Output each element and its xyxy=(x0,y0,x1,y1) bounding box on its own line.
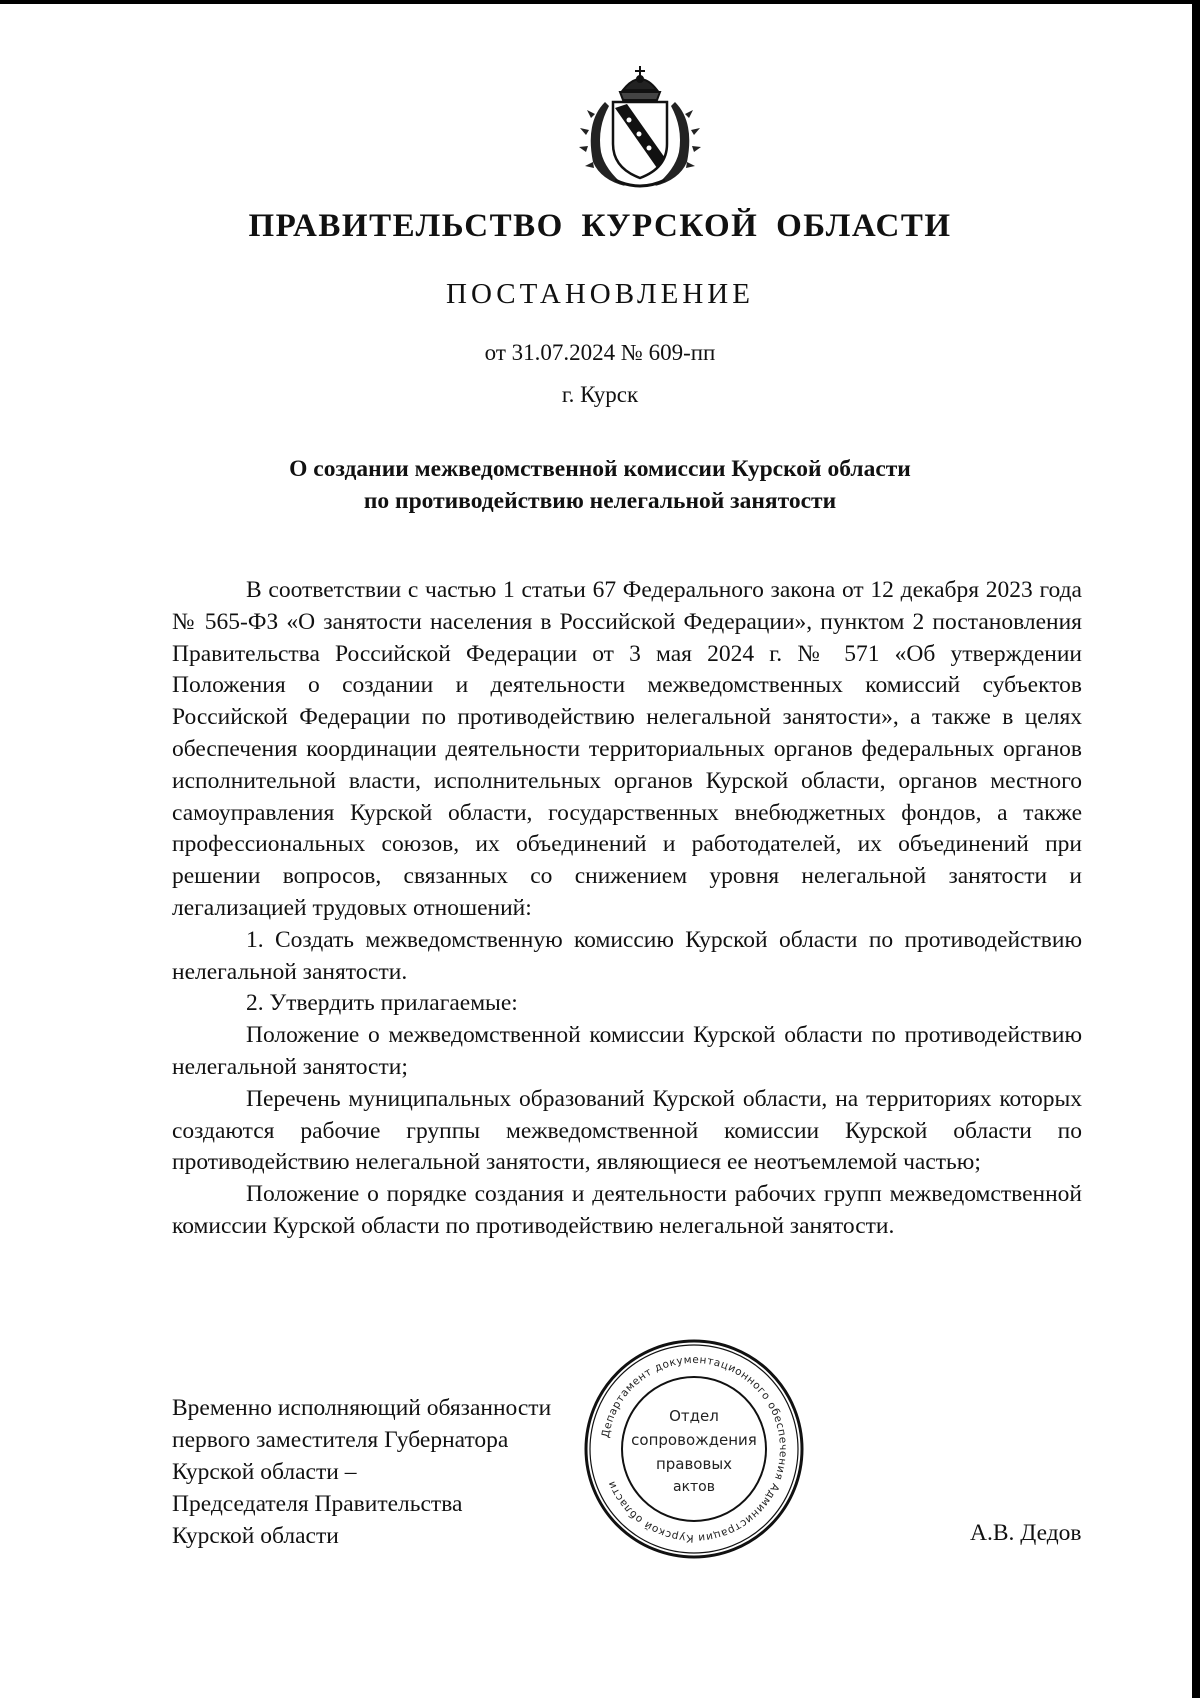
stamp-ring-text: Департамент документационного обеспечения Администрации Курской области xyxy=(599,1353,790,1545)
official-stamp xyxy=(580,1335,808,1563)
stamp-line: Отдел xyxy=(669,1407,719,1425)
signature-block xyxy=(172,1392,551,1552)
kursk-coat-of-arms-icon xyxy=(565,62,715,194)
body-paragraph: 1. Создать межведомственную комиссию Курской области по противодействию нелегальной занятости. xyxy=(172,926,1082,985)
subject-line: О создании межведомственной комиссии Курской области xyxy=(289,456,911,482)
stamp-line: актов xyxy=(672,1479,716,1495)
body-paragraph: Положение о межведомственной комиссии Курской области по противодействию нелегальной занятости; xyxy=(172,1022,1082,1080)
body-paragraph: В соответствии с частью 1 статьи 67 Федерального закона от 12 декабря 2023 года № 565-ФЗ «О занятости населения в Российской Федерации», пунктом 2 постановления Правительства Российской Федерации от 3 мая 2024 г. № 571 «Об утверждении Положения о создании и деятельности межведомственных комиссий субъектов Российской Федерации по противодействию нелегальной занятости», а также в целях обеспечения координации деятельности территориальных органов федеральных органов исполнительной власти, исполнительных органов Курской области, органов местного самоуправления Курской области, государственных внебюджетных фондов, а также профессиональных союзов, их объединений и работодателей, их объединений при решении вопросов, связанных со снижением уровня нелегальной занятости и легализацией трудовых отношений: xyxy=(172,577,1082,921)
page-edge-right xyxy=(1192,0,1200,1698)
document-number: от 31.07.2024 № 609-пп xyxy=(484,340,716,365)
page-edge-top xyxy=(0,0,1200,4)
document-body xyxy=(172,575,1082,1243)
body-paragraph: Перечень муниципальных образований Курской области, на территориях которых создаются рабочие группы межведомственной комиссии Курской области по противодействию нелегальной занятости, являющиеся ее неотъемлемой частью; xyxy=(172,1085,1082,1176)
document-type: ПОСТАНОВЛЕНИЕ xyxy=(446,278,754,310)
stamp-line: правовых xyxy=(655,1455,733,1473)
government-title: ПРАВИТЕЛЬСТВО КУРСКОЙ ОБЛАСТИ xyxy=(248,208,952,244)
body-paragraph: 2. Утвердить прилагаемые: xyxy=(246,990,518,1017)
body-paragraph: Положение о порядке создания и деятельности рабочих групп межведомственной комиссии Курской области по противодействию нелегальной занятости. xyxy=(172,1181,1082,1239)
document-city: г. Курск xyxy=(561,382,639,407)
stamp-line: сопровождения xyxy=(631,1431,757,1449)
subject-line: по противодействию нелегальной занятости xyxy=(363,488,837,514)
signature-title-line: Временно исполняющий обязанности xyxy=(172,1395,552,1421)
signature-title-line: Курской области xyxy=(172,1523,339,1549)
document-subject xyxy=(180,453,1020,517)
signer-name: А.В. Дедов xyxy=(970,1520,1082,1546)
signature-title-line: Председателя Правительства xyxy=(172,1491,463,1517)
signature-title-line: первого заместителя Губернатора xyxy=(172,1427,509,1453)
signature-title-line: Курской области – xyxy=(172,1459,357,1485)
